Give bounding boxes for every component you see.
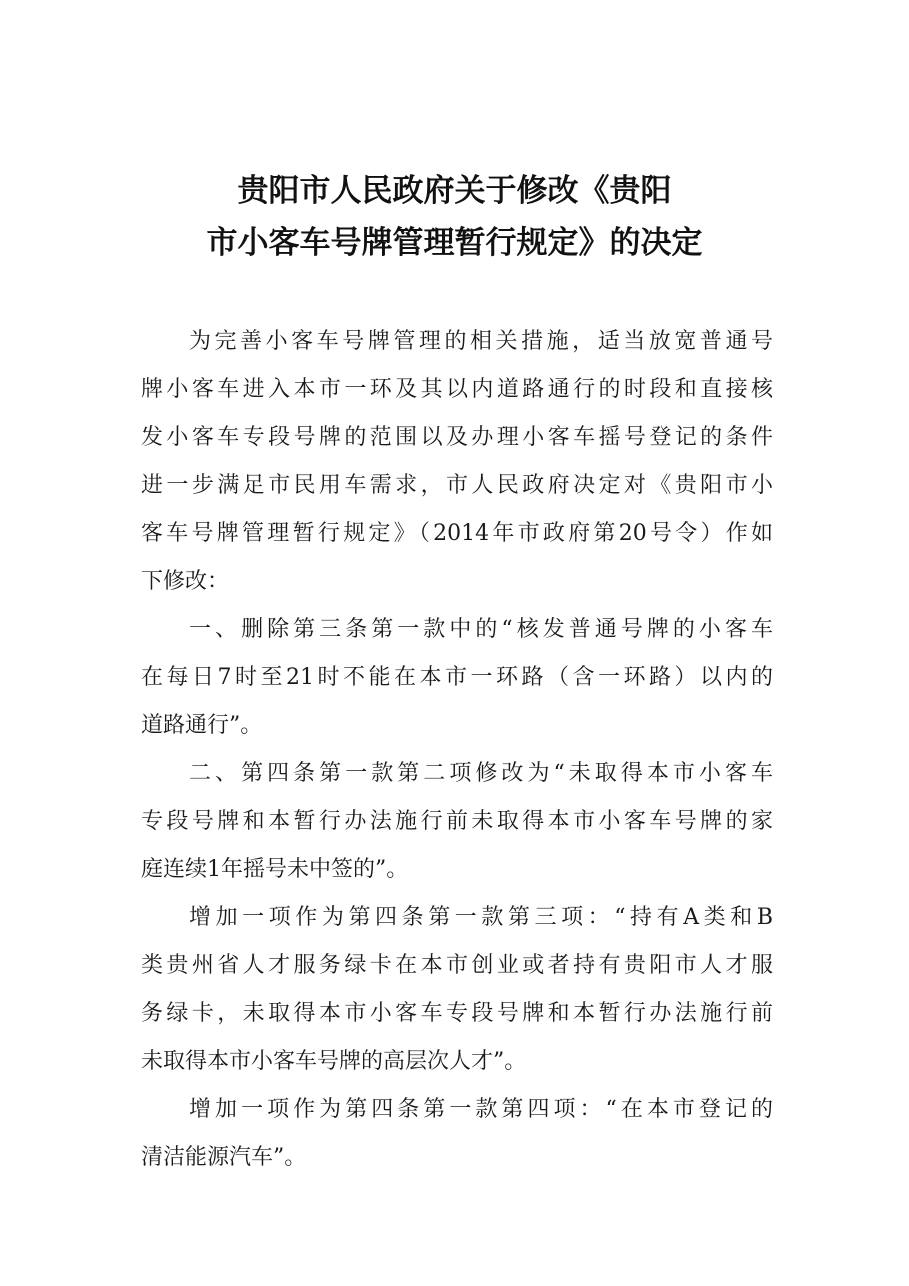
- text-line: 进一步满足市民用车需求，市人民政府决定对《贵阳市小: [141, 473, 773, 498]
- text-line: 增加一项作为第四条第一款第三项：“持有A类和B: [189, 905, 773, 930]
- text-line: 一、删除第三条第一款中的“核发普通号牌的小客车: [189, 617, 773, 642]
- title-line-1: 贵阳市人民政府关于修改《贵阳: [237, 173, 672, 209]
- title-line-2: 市小客车号牌管理暂行规定》的决定: [206, 225, 703, 261]
- paragraph-item-2: [141, 750, 773, 894]
- text-line: 类贵州省人才服务绿卡在本市创业或者持有贵阳市人才服: [141, 953, 773, 978]
- text-line: 务绿卡，未取得本市小客车专段号牌和本暂行办法施行前: [141, 1001, 773, 1026]
- paragraph-intro: [141, 318, 773, 606]
- paragraph-item-3: [141, 894, 773, 1086]
- paragraph-item-4: [141, 1086, 773, 1182]
- text-line: 为完善小客车号牌管理的相关措施，适当放宽普通号: [189, 329, 773, 354]
- text-line: 在每日7时至21时不能在本市一环路（含一环路）以内的: [141, 665, 773, 690]
- text-line: 庭连续1年摇号未中签的”。: [141, 857, 409, 882]
- text-line: 清洁能源汽车”。: [141, 1145, 307, 1170]
- text-line: 发小客车专段号牌的范围以及办理小客车摇号登记的条件: [141, 425, 773, 450]
- document-title: [0, 165, 909, 269]
- text-line: 二、第四条第一款第二项修改为“未取得本市小客车: [189, 761, 773, 786]
- text-line: 客车号牌管理暂行规定》（2014年市政府第20号令）作如: [141, 521, 773, 546]
- text-line: 牌小客车进入本市一环及其以内道路通行的时段和直接核: [141, 377, 773, 402]
- document-body: [141, 318, 773, 1182]
- text-line: 未取得本市小客车号牌的高层次人才”。: [141, 1049, 527, 1074]
- paragraph-item-1: [141, 606, 773, 750]
- text-line: 增加一项作为第四条第一款第四项：“在本市登记的: [189, 1097, 773, 1122]
- text-line: 道路通行”。: [141, 713, 263, 738]
- text-line: 专段号牌和本暂行办法施行前未取得本市小客车号牌的家: [141, 809, 773, 834]
- text-line: 下修改：: [141, 569, 230, 594]
